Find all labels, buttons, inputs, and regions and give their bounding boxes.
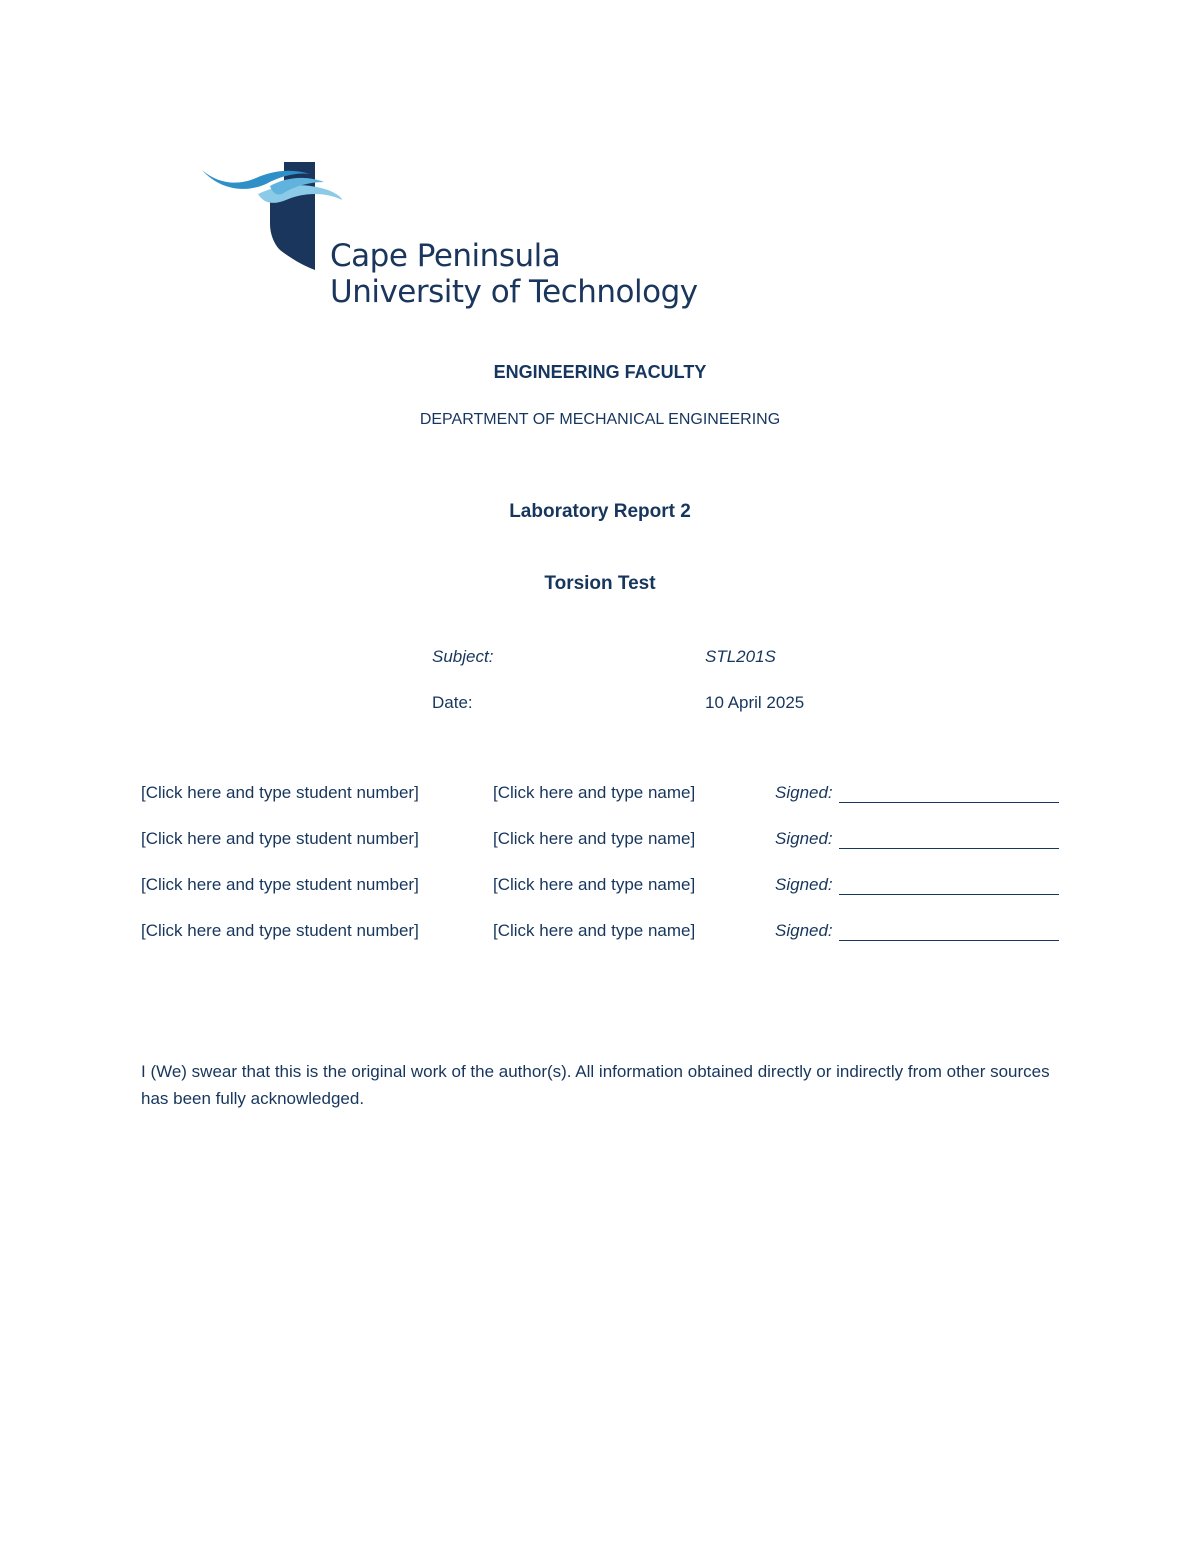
- logo-text-line1: Cape Peninsula: [330, 238, 561, 274]
- student-name-field[interactable]: [Click here and type name]: [493, 875, 696, 894]
- signature-line[interactable]: [839, 940, 1059, 941]
- report-title: Laboratory Report 2: [509, 501, 691, 522]
- department-heading: DEPARTMENT OF MECHANICAL ENGINEERING: [419, 411, 781, 428]
- subject-value[interactable]: STL201S: [705, 647, 776, 666]
- signature-line[interactable]: [839, 802, 1059, 803]
- signed-label: Signed:: [775, 783, 833, 802]
- student-number-field[interactable]: [Click here and type student number]: [141, 921, 419, 940]
- subject-label: Subject:: [432, 647, 494, 666]
- student-row: [141, 783, 1061, 829]
- university-logo: [200, 158, 720, 323]
- date-value[interactable]: 10 April 2025: [705, 693, 805, 712]
- student-list: [141, 783, 1061, 967]
- student-row: [141, 875, 1061, 921]
- faculty-heading: ENGINEERING FACULTY: [493, 362, 707, 382]
- student-name-field[interactable]: [Click here and type name]: [493, 783, 696, 802]
- student-row: [141, 921, 1061, 967]
- logo-text-line2: University of Technology: [330, 274, 698, 310]
- student-number-field[interactable]: [Click here and type student number]: [141, 875, 419, 894]
- signed-label: Signed:: [775, 829, 833, 848]
- student-name-field[interactable]: [Click here and type name]: [493, 829, 696, 848]
- signature-line[interactable]: [839, 848, 1059, 849]
- date-label: Date:: [432, 693, 473, 712]
- signature-line[interactable]: [839, 894, 1059, 895]
- student-number-field[interactable]: [Click here and type student number]: [141, 783, 419, 802]
- cput-emblem-icon: [200, 158, 350, 278]
- student-number-field[interactable]: [Click here and type student number]: [141, 829, 419, 848]
- signed-label: Signed:: [775, 875, 833, 894]
- test-name: Torsion Test: [544, 573, 656, 594]
- declaration-text: I (We) swear that this is the original work of the author(s). All information obtained directly or indirectly from other sources has been fully acknowledged.: [141, 1062, 1050, 1108]
- signed-label: Signed:: [775, 921, 833, 940]
- student-row: [141, 829, 1061, 875]
- student-name-field[interactable]: [Click here and type name]: [493, 921, 696, 940]
